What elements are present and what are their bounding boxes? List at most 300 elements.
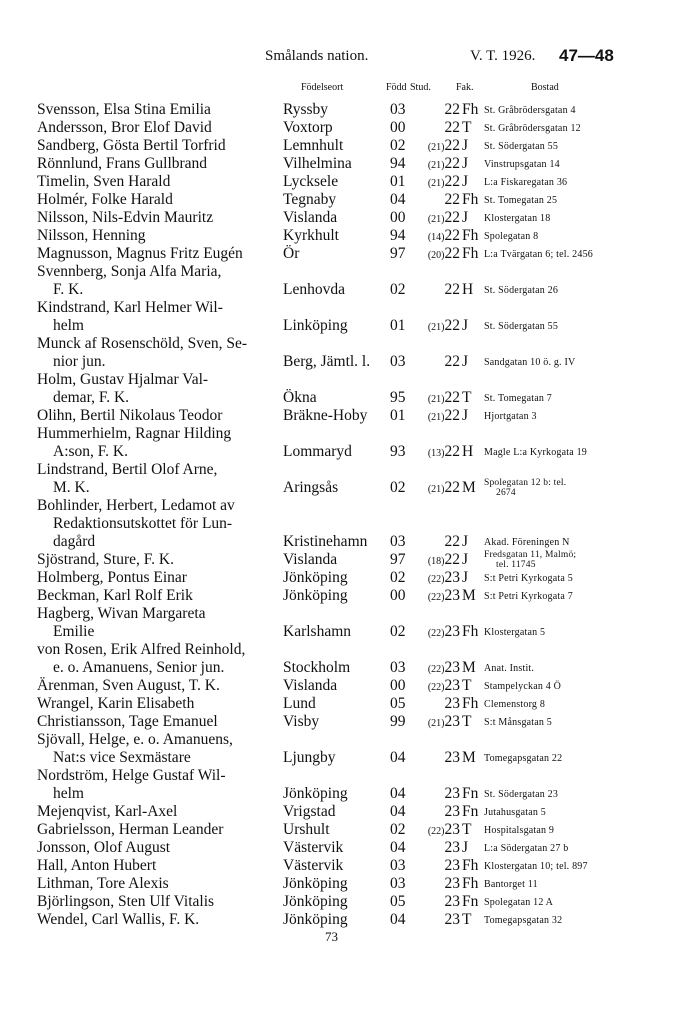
- student-name-line: Munck af Rosenschöld, Sven, Se-: [37, 335, 248, 352]
- birthplace: Tegnaby: [283, 191, 337, 208]
- birthplace: Vislanda: [283, 677, 338, 694]
- student-name: [37, 191, 277, 209]
- birthplace: Lommaryd: [283, 443, 352, 460]
- birth-year: 03: [390, 353, 406, 370]
- student-name-line: Svennberg, Sonja Alfa Maria,: [37, 263, 222, 280]
- page-number: 73: [325, 929, 338, 944]
- birth-year: 99: [390, 713, 406, 730]
- student-name-line: von Rosen, Erik Alfred Reinhold,: [37, 641, 246, 658]
- student-name: [37, 875, 277, 893]
- birthplace: Kyrkhult: [283, 227, 339, 244]
- birthplace: Lund: [283, 695, 316, 712]
- student-year: (13)22: [427, 443, 460, 460]
- faculty: Fn: [462, 785, 479, 802]
- address-line: tel. 11745: [496, 560, 536, 570]
- student-entry: [0, 335, 696, 371]
- student-year-prior: (21): [427, 412, 445, 423]
- column-header-student: Stud.: [410, 82, 431, 93]
- birthplace: Urshult: [283, 821, 330, 838]
- faculty: T: [462, 119, 472, 136]
- birth-year: 02: [390, 479, 406, 496]
- student-year-prior: (21): [427, 394, 445, 405]
- address-line: St. Tomegatan 7: [484, 393, 552, 404]
- address-line: Fredsgatan 11, Malmö;: [484, 550, 577, 560]
- address-line: St. Gråbrödersgatan 12: [484, 123, 581, 134]
- birthplace: Berg, Jämtl. l.: [283, 353, 371, 370]
- address: [484, 591, 573, 602]
- faculty: M: [462, 749, 476, 766]
- page-range: 47—48: [559, 46, 614, 65]
- student-year-prior: (22): [427, 628, 445, 639]
- address: [484, 663, 534, 674]
- birth-year: 97: [390, 245, 406, 262]
- student-entry: [0, 911, 696, 929]
- student-name: [37, 821, 277, 839]
- address: [484, 879, 538, 890]
- birth-year: 03: [390, 857, 406, 874]
- student-name-line: helm: [53, 785, 84, 802]
- faculty: J: [462, 533, 469, 550]
- address-line: Anat. Instit.: [484, 663, 535, 674]
- student-year-prior: (22): [427, 574, 445, 585]
- student-name: [37, 371, 277, 407]
- faculty: M: [462, 659, 476, 676]
- birth-year: 04: [390, 785, 406, 802]
- student-year-prior: (18): [427, 556, 445, 567]
- birth-year: 02: [390, 623, 406, 640]
- student-name-line: Holm, Gustav Hjalmar Val-: [37, 371, 209, 388]
- address-line: Sandgatan 10 ö. g. IV: [484, 357, 576, 368]
- student-name-line: Wrangel, Karin Elisabeth: [37, 695, 195, 712]
- address-line: Jutahusgatan 5: [484, 807, 546, 818]
- address-line: St. Tomegatan 25: [484, 195, 558, 206]
- student-year: 23: [444, 875, 460, 892]
- faculty: Fh: [462, 227, 479, 244]
- birthplace: Kristinehamn: [283, 533, 368, 550]
- address-line: S:t Petri Kyrkogata 5: [484, 573, 573, 584]
- address-line: Spolegatan 12 A: [484, 897, 554, 908]
- birthplace: Ryssby: [283, 101, 329, 118]
- nation-title: Smålands nation.: [265, 48, 369, 64]
- faculty: J: [462, 407, 469, 424]
- column-header-address: Bostad: [531, 82, 559, 93]
- student-name: [37, 263, 277, 299]
- address-line: St. Södergatan 55: [484, 321, 559, 332]
- student-year: 22: [444, 101, 460, 118]
- address: [484, 321, 558, 332]
- student-name-line: Svensson, Elsa Stina Emilia: [37, 101, 211, 118]
- address: [484, 231, 538, 242]
- birthplace: Visby: [283, 713, 320, 730]
- birthplace: Jönköping: [283, 587, 348, 604]
- student-year: (21)22: [427, 479, 460, 496]
- student-year: 22: [444, 281, 460, 298]
- faculty: J: [462, 569, 469, 586]
- address-line: Klostergatan 18: [484, 213, 551, 224]
- student-name-line: demar, F. K.: [53, 389, 130, 406]
- address: [484, 897, 553, 908]
- student-name-line: M. K.: [53, 479, 90, 496]
- birthplace: Vislanda: [283, 551, 338, 568]
- student-name-line: Sandberg, Gösta Bertil Torfrid: [37, 137, 226, 154]
- student-year: (22)23: [427, 623, 460, 640]
- student-name-line: Lindstrand, Bertil Olof Arne,: [37, 461, 218, 478]
- birthplace: Jönköping: [283, 875, 348, 892]
- faculty: J: [462, 551, 469, 568]
- student-year: (21)22: [427, 137, 460, 154]
- student-name-line: Ärenman, Sven August, T. K.: [37, 677, 220, 694]
- faculty: J: [462, 209, 469, 226]
- address-line: Klostergatan 10; tel. 897: [484, 861, 588, 872]
- student-entry: [0, 569, 696, 587]
- birth-year: 00: [390, 677, 406, 694]
- address-line: Stampelyckan 4 Ö: [484, 681, 562, 692]
- address-line: L:a Södergatan 27 b: [484, 843, 569, 854]
- student-name: [37, 425, 277, 461]
- student-entry: [0, 425, 696, 461]
- birth-year: 02: [390, 569, 406, 586]
- birthplace: Ljungby: [283, 749, 336, 766]
- birth-year: 03: [390, 533, 406, 550]
- student-year-prior: (21): [427, 160, 445, 171]
- student-name: [37, 299, 277, 335]
- address: [484, 213, 550, 224]
- student-entry: [0, 803, 696, 821]
- student-entry: [0, 245, 696, 263]
- student-name: [37, 551, 277, 569]
- address: [484, 537, 570, 548]
- address-line: Klostergatan 5: [484, 627, 546, 638]
- student-name: [37, 713, 277, 731]
- student-name-line: Lithman, Tore Alexis: [37, 875, 169, 892]
- student-name: [37, 137, 277, 155]
- birthplace: Ökna: [283, 389, 317, 406]
- student-entry: [0, 461, 696, 497]
- birthplace: Lenhovda: [283, 281, 345, 298]
- address: [484, 195, 557, 206]
- birth-year: 04: [390, 911, 406, 928]
- student-name: [37, 173, 277, 191]
- birth-year: 93: [390, 443, 406, 460]
- student-entry: [0, 191, 696, 209]
- student-year-prior: (22): [427, 682, 445, 693]
- birth-year: 95: [390, 389, 406, 406]
- student-year: 22: [444, 119, 460, 136]
- birth-year: 02: [390, 281, 406, 298]
- student-entry: [0, 299, 696, 335]
- address: [484, 843, 568, 854]
- birth-year: 04: [390, 803, 406, 820]
- birthplace: Västervik: [283, 857, 344, 874]
- birth-year: 00: [390, 209, 406, 226]
- faculty: Fh: [462, 857, 479, 874]
- address-line: Bantorget 11: [484, 879, 538, 890]
- address: [484, 177, 567, 188]
- student-year: 23: [444, 785, 460, 802]
- address: [484, 159, 560, 170]
- student-name: [37, 407, 277, 425]
- birth-year: 04: [390, 839, 406, 856]
- student-name: [37, 695, 277, 713]
- student-entry: [0, 731, 696, 767]
- birth-year: 94: [390, 155, 406, 172]
- student-name: [37, 677, 277, 695]
- birth-year: 04: [390, 749, 406, 766]
- student-name-line: F. K.: [53, 281, 84, 298]
- student-year-prior: (22): [427, 664, 445, 675]
- faculty: Fh: [462, 623, 479, 640]
- birth-year: 05: [390, 893, 406, 910]
- student-name: [37, 335, 277, 371]
- student-name: [37, 227, 277, 245]
- student-year: 22: [444, 353, 460, 370]
- student-name-line: Hummerhielm, Ragnar Hilding: [37, 425, 232, 442]
- student-name-line: Nilsson, Henning: [37, 227, 146, 244]
- address: [484, 357, 575, 368]
- student-name: [37, 731, 277, 767]
- birthplace: Lycksele: [283, 173, 339, 190]
- student-name-line: Bohlinder, Herbert, Ledamot av: [37, 497, 235, 514]
- student-year: (22)23: [427, 659, 460, 676]
- address-line: Akad. Föreningen N: [484, 537, 570, 548]
- birth-year: 00: [390, 587, 406, 604]
- student-year: (21)22: [427, 389, 460, 406]
- address: [484, 447, 587, 458]
- student-name: [37, 569, 277, 587]
- address-line: Hjortgatan 3: [484, 411, 537, 422]
- birth-year: 01: [390, 173, 406, 190]
- birth-year: 03: [390, 875, 406, 892]
- student-name: [37, 245, 277, 263]
- address: [484, 627, 545, 638]
- birthplace: Voxtorp: [283, 119, 333, 136]
- faculty: Fh: [462, 245, 479, 262]
- student-year: (21)22: [427, 173, 460, 190]
- student-name: [37, 587, 277, 605]
- student-name-line: Emilie: [53, 623, 95, 640]
- student-year-prior: (21): [427, 178, 445, 189]
- student-year-prior: (13): [427, 448, 445, 459]
- student-year: (22)23: [427, 587, 460, 604]
- student-entry: [0, 371, 696, 407]
- address: [484, 105, 576, 116]
- student-year: (18)22: [427, 551, 460, 568]
- address-line: Tomegapsgatan 32: [484, 915, 563, 926]
- address-line: St. Södergatan 26: [484, 285, 559, 296]
- birthplace: Vilhelmina: [283, 155, 352, 172]
- student-entry: [0, 551, 696, 569]
- student-entry: [0, 641, 696, 677]
- address: [484, 141, 558, 152]
- student-name: [37, 911, 277, 929]
- student-year: 23: [444, 893, 460, 910]
- student-entry: [0, 209, 696, 227]
- student-year: (21)22: [427, 155, 460, 172]
- student-entry: [0, 263, 696, 299]
- student-year-prior: (22): [427, 826, 445, 837]
- student-name-line: Jonsson, Olof August: [37, 839, 171, 856]
- faculty: Fn: [462, 893, 479, 910]
- faculty: J: [462, 353, 469, 370]
- address: [484, 550, 576, 570]
- address: [484, 915, 562, 926]
- student-year: (22)23: [427, 821, 460, 838]
- student-year: (21)23: [427, 713, 460, 730]
- address-line: St. Södergatan 55: [484, 141, 559, 152]
- address: [484, 699, 545, 710]
- student-name-line: Björlingson, Sten Ulf Vitalis: [37, 893, 215, 910]
- birth-year: 01: [390, 317, 406, 334]
- student-name-line: Olihn, Bertil Nikolaus Teodor: [37, 407, 223, 424]
- student-name-line: Holmberg, Pontus Einar: [37, 569, 187, 586]
- student-year: 22: [444, 191, 460, 208]
- address-line: Magle L:a Kyrkogata 19: [484, 447, 587, 458]
- address: [484, 717, 552, 728]
- student-entry: [0, 101, 696, 119]
- address: [484, 789, 558, 800]
- student-name: [37, 209, 277, 227]
- student-entry: [0, 713, 696, 731]
- student-name-line: Magnusson, Magnus Fritz Eugén: [37, 245, 243, 262]
- birth-year: 04: [390, 191, 406, 208]
- student-year-prior: (21): [427, 142, 445, 153]
- student-year: (14)22: [427, 227, 460, 244]
- student-name-line: Hall, Anton Hubert: [37, 857, 157, 874]
- student-name-line: nior jun.: [53, 353, 106, 370]
- birthplace: Bräkne-Hoby: [283, 407, 368, 424]
- faculty: H: [462, 281, 474, 298]
- column-header-born: Född: [386, 82, 407, 93]
- birth-year: 01: [390, 407, 406, 424]
- student-name: [37, 641, 277, 677]
- student-name: [37, 461, 277, 497]
- student-name-line: Nilsson, Nils-Edvin Mauritz: [37, 209, 214, 226]
- student-name: [37, 803, 277, 821]
- address-line: Clemenstorg 8: [484, 699, 546, 710]
- student-name: [37, 767, 277, 803]
- student-year-prior: (21): [427, 484, 445, 495]
- faculty: H: [462, 443, 474, 460]
- birthplace: Jönköping: [283, 893, 348, 910]
- student-name-line: Holmér, Folke Harald: [37, 191, 173, 208]
- student-entry: [0, 119, 696, 137]
- birthplace: Lemnhult: [283, 137, 344, 154]
- birthplace: Ör: [283, 245, 300, 262]
- birthplace: Linköping: [283, 317, 348, 334]
- faculty: J: [462, 137, 469, 154]
- student-entry: [0, 497, 696, 551]
- faculty: Fh: [462, 875, 479, 892]
- birthplace: Vrigstad: [283, 803, 336, 820]
- student-year: 23: [444, 803, 460, 820]
- address: [484, 573, 573, 584]
- birth-year: 02: [390, 821, 406, 838]
- birthplace: Karlshamn: [283, 623, 352, 640]
- student-year-prior: (21): [427, 214, 445, 225]
- student-year: 22: [444, 533, 460, 550]
- student-name-line: helm: [53, 317, 84, 334]
- student-entry: [0, 677, 696, 695]
- student-year-prior: (22): [427, 592, 445, 603]
- birth-year: 05: [390, 695, 406, 712]
- student-year: (22)23: [427, 677, 460, 694]
- student-name-line: Nat:s vice Sexmästare: [53, 749, 191, 766]
- student-entry: [0, 767, 696, 803]
- student-name: [37, 155, 277, 173]
- student-name-line: Sjöstrand, Sture, F. K.: [37, 551, 174, 568]
- student-name: [37, 893, 277, 911]
- student-year: 23: [444, 695, 460, 712]
- faculty: T: [462, 389, 472, 406]
- student-name-line: A:son, F. K.: [53, 443, 128, 460]
- student-name-line: Rönnlund, Frans Gullbrand: [37, 155, 208, 172]
- address: [484, 825, 554, 836]
- faculty: T: [462, 677, 472, 694]
- address-line: Hospitalsgatan 9: [484, 825, 555, 836]
- student-entry: [0, 839, 696, 857]
- faculty: T: [462, 911, 472, 928]
- column-header-faculty: Fak.: [456, 82, 474, 93]
- student-year: 23: [444, 911, 460, 928]
- address: [484, 861, 588, 872]
- birth-year: 03: [390, 101, 406, 118]
- student-name: [37, 119, 277, 137]
- faculty: Fh: [462, 695, 479, 712]
- birth-year: 97: [390, 551, 406, 568]
- page-header: [0, 44, 696, 68]
- student-name-line: Gabrielsson, Herman Leander: [37, 821, 224, 838]
- address: [484, 753, 562, 764]
- student-name-line: Timelin, Sven Harald: [37, 173, 171, 190]
- address-line: S:t Petri Kyrkogata 7: [484, 591, 573, 602]
- student-entry: [0, 875, 696, 893]
- student-entry: [0, 407, 696, 425]
- faculty: J: [462, 173, 469, 190]
- address: [484, 478, 566, 498]
- student-name-line: Sjövall, Helge, e. o. Amanuens,: [37, 731, 233, 748]
- student-name-line: Mejenqvist, Karl-Axel: [37, 803, 178, 820]
- address-line: L:a Tvärgatan 6; tel. 2456: [484, 249, 593, 260]
- birthplace: Vislanda: [283, 209, 338, 226]
- student-name: [37, 497, 277, 551]
- student-name-line: dagård: [53, 533, 96, 550]
- student-name-line: Wendel, Carl Wallis, F. K.: [37, 911, 200, 928]
- student-name: [37, 857, 277, 875]
- student-year: (20)22: [427, 245, 460, 262]
- student-name-line: Andersson, Bror Elof David: [37, 119, 212, 136]
- address: [484, 393, 552, 404]
- student-name-line: e. o. Amanuens, Senior jun.: [53, 659, 225, 676]
- student-year-prior: (21): [427, 322, 445, 333]
- student-year-prior: (21): [427, 718, 445, 729]
- student-entry: [0, 173, 696, 191]
- faculty: M: [462, 587, 476, 604]
- student-name-line: Beckman, Karl Rolf Erik: [37, 587, 193, 604]
- birthplace: Västervik: [283, 839, 344, 856]
- student-entry: [0, 857, 696, 875]
- address: [484, 807, 546, 818]
- birth-year: 94: [390, 227, 406, 244]
- birthplace: Aringsås: [283, 479, 339, 496]
- student-name: [37, 605, 277, 641]
- faculty: Fn: [462, 803, 479, 820]
- student-name-line: Christiansson, Tage Emanuel: [37, 713, 218, 730]
- student-name-line: Redaktionsutskottet för Lun-: [53, 515, 233, 532]
- birthplace: Jönköping: [283, 785, 348, 802]
- faculty: Fh: [462, 101, 479, 118]
- student-name-line: Kindstrand, Karl Helmer Wil-: [37, 299, 223, 316]
- address-line: Vinstrupsgatan 14: [484, 159, 560, 170]
